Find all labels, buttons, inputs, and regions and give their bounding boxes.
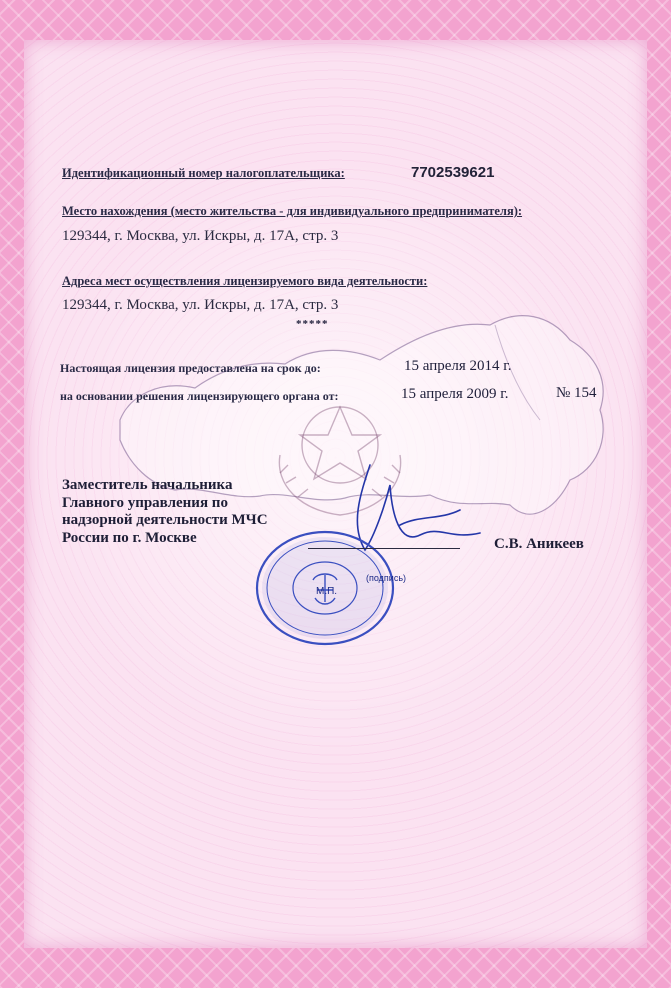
term-value: 15 апреля 2014 г. [404, 358, 512, 374]
term-label: Настоящая лицензия предоставлена на срок до: [60, 361, 321, 375]
seal-caption: М.П. [316, 586, 338, 597]
signatory-name: С.В. Аникеев [494, 536, 584, 552]
location-label: Место нахождения (место жительства - для индивидуального предпринимателя): [62, 204, 523, 218]
signatory-line: Главного управления по [62, 494, 228, 511]
decision-label: на основании решения лицензирующего органа от: [60, 389, 339, 403]
signatory-line: надзорной деятельности МЧС [62, 512, 268, 528]
activity-addresses-label: Адреса мест осуществления лицензируемого вида деятельности: [62, 274, 428, 288]
inn-label: Идентификационный номер налогоплательщика: [62, 166, 345, 180]
signature-caption: (подпись) [366, 573, 407, 583]
signature-line [308, 548, 460, 549]
decision-date: 15 апреля 2009 г. [401, 386, 509, 402]
signatory-line: Заместитель начальника [62, 477, 233, 493]
signatory-position [62, 477, 268, 547]
decision-number: № 154 [556, 385, 597, 401]
activity-addresses-value: 129344, г. Москва, ул. Искры, д. 17А, стр. 3 [62, 297, 339, 313]
inn-value: 7702539621 [411, 164, 495, 181]
signatory-line: России по г. Москве [62, 529, 197, 546]
separator-stars: ***** [296, 318, 329, 330]
location-value: 129344, г. Москва, ул. Искры, д. 17А, стр. 3 [62, 228, 339, 244]
